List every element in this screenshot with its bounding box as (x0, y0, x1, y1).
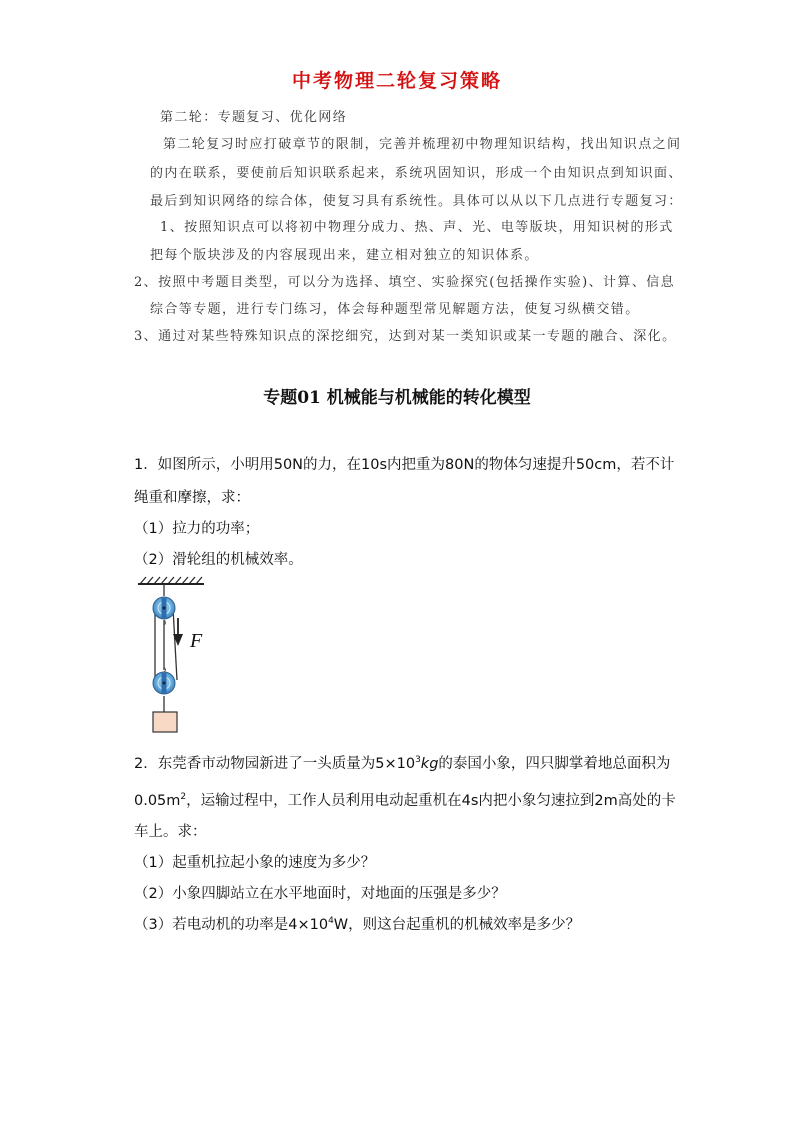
q1-line-1: 1．如图所示，小明用50N的力，在10s内把重为80N的物体匀速提升50cm，若不计 (134, 457, 675, 473)
point-2-line-1: 2、按照中考题目类型，可以分为选择、填空、实验探究(包括操作实验)、计算、信息 (134, 275, 676, 290)
force-label: F (190, 630, 203, 652)
intro-line-3: 最后到知识网络的综合体，使复习具有系统性。具体可以从以下几点进行专题复习： (150, 194, 683, 209)
q1-sub-2: （2）滑轮组的机械效率。 (134, 552, 303, 568)
point-3: 3、通过对某些特殊知识点的深挖细究，达到对某一类知识或某一专题的融合、深化。 (134, 329, 677, 344)
pulley-figure (136, 574, 226, 734)
topic-title: 专题01 机械能与机械能的转化模型 (263, 388, 531, 408)
q1-sub-1: （1）拉力的功率； (134, 521, 260, 537)
q2-line-2: $0.05m^2$，运输过程中，工作人员利用电动起重机在4s内把小象匀速拉到2m高处的卡 (134, 792, 676, 809)
q2-line-3: 车上。求： (134, 824, 207, 840)
intro-line-2: 的内在联系，要使前后知识联系起来，系统巩固知识，形成一个由知识点到知识面、 (150, 166, 683, 181)
q2-sub-2: （2）小象四脚站立在水平地面时，对地面的压强是多少？ (134, 886, 506, 902)
q2-line-1: 2．东莞香市动物园新进了一头质量为$5\times 10^3kg$的泰国小象，四只脚掌着地总面积为 (134, 755, 671, 772)
q1-line-2: 绳重和摩擦，求： (134, 490, 250, 506)
intro-line-1: 第二轮复习时应打破章节的限制，完善并梳理初中物理知识结构，找出知识点之间 (163, 137, 682, 152)
q2-sub-3: （3）若电动机的功率是$4\times 10^4W$，则这台起重机的机械效率是多少？ (134, 916, 581, 933)
point-1-line-1: 1、按照知识点可以将初中物理分成力、热、声、光、电等版块，用知识树的形式 (160, 220, 674, 235)
main-title: 中考物理二轮复习策略 (291, 70, 502, 92)
weight-block (153, 712, 177, 732)
subtitle: 第二轮：专题复习、优化网络 (160, 110, 348, 125)
q2-sub-1: （1）起重机拉起小象的速度为多少？ (134, 855, 376, 871)
point-1-line-2: 把每个版块涉及的内容展现出来，建立相对独立的知识体系。 (150, 248, 539, 263)
point-2-line-2: 综合等专题，进行专门练习，体会每种题型常见解题方法，使复习纵横交错。 (150, 302, 640, 317)
